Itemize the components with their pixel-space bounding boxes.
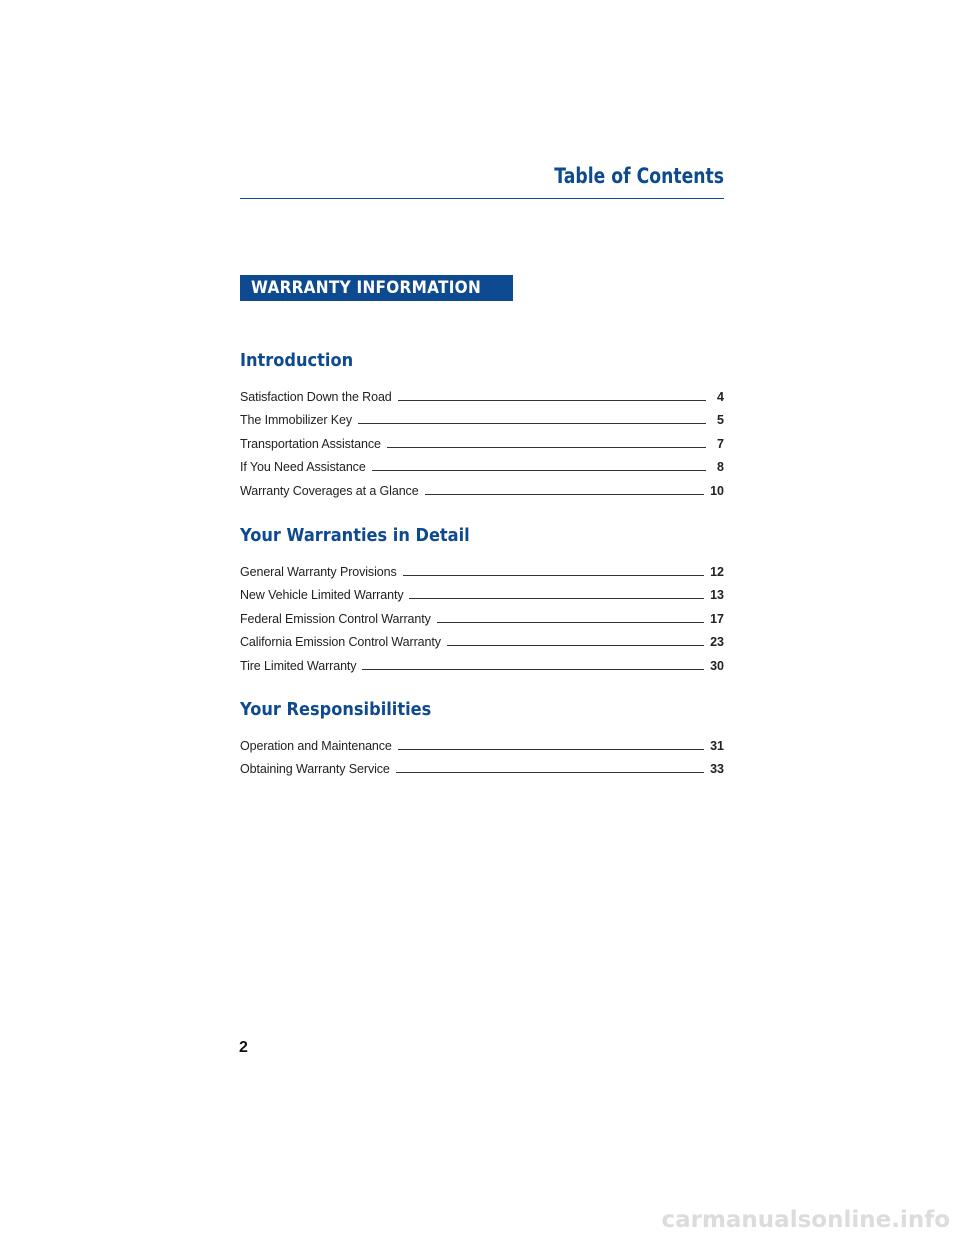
toc-entry[interactable] xyxy=(240,579,724,603)
section-heading: Your Warranties in Detail xyxy=(240,525,470,546)
banner-label: WARRANTY INFORMATION xyxy=(251,278,482,298)
toc-entry-page: 8 xyxy=(717,460,724,474)
toc-entry-page: 17 xyxy=(710,611,724,626)
toc-entry-page: 5 xyxy=(717,413,724,427)
toc-entry-label: Transportation Assistance xyxy=(240,436,381,451)
toc-entry-page: 7 xyxy=(717,436,724,451)
toc-entry[interactable] xyxy=(240,474,724,498)
toc-entry[interactable] xyxy=(240,451,724,475)
toc-entry[interactable] xyxy=(240,753,724,777)
leader-line xyxy=(362,669,704,670)
toc-entry-label: If You Need Assistance xyxy=(240,460,366,474)
toc-entry[interactable] xyxy=(240,729,724,753)
section-heading: Introduction xyxy=(240,350,354,371)
toc-entry[interactable] xyxy=(240,602,724,626)
toc-entry[interactable] xyxy=(240,626,724,650)
toc-entry-page: 4 xyxy=(717,389,724,404)
toc-entry-label: General Warranty Provisions xyxy=(240,564,397,579)
page-number: 2 xyxy=(239,1039,248,1056)
toc-entry[interactable] xyxy=(240,427,724,451)
toc-entry[interactable] xyxy=(240,404,724,428)
toc-entry[interactable] xyxy=(240,555,724,579)
leader-line xyxy=(398,749,704,750)
toc-entry-page: 33 xyxy=(710,762,724,776)
leader-line xyxy=(398,400,706,401)
leader-line xyxy=(409,598,704,599)
toc-entry-page: 13 xyxy=(710,588,724,602)
leader-line xyxy=(396,772,704,773)
page-header xyxy=(240,160,724,199)
toc-entry-page: 23 xyxy=(710,635,724,649)
toc-entry-label: Satisfaction Down the Road xyxy=(240,389,392,404)
toc-section-introduction xyxy=(240,350,724,498)
page-title: Table of Contents xyxy=(554,164,724,188)
leader-line xyxy=(387,447,706,448)
leader-line xyxy=(437,622,704,623)
toc-section-warranties xyxy=(240,525,724,673)
leader-line xyxy=(358,423,706,424)
toc-entry-page: 12 xyxy=(710,564,724,579)
toc-entry-label: Operation and Maintenance xyxy=(240,738,392,753)
toc-entry[interactable] xyxy=(240,649,724,673)
toc-entry-page: 30 xyxy=(710,658,724,673)
section-banner xyxy=(240,275,513,301)
toc-entry-page: 10 xyxy=(710,483,724,498)
toc-entry-label: The Immobilizer Key xyxy=(240,413,353,427)
toc-entry-page: 31 xyxy=(710,738,724,753)
toc-section-responsibilities xyxy=(240,699,724,776)
leader-line xyxy=(447,645,704,646)
toc-entry-label: Tire Limited Warranty xyxy=(240,658,357,673)
leader-line xyxy=(403,575,704,576)
leader-line xyxy=(425,494,705,495)
toc-entry-label: New Vehicle Limited Warranty xyxy=(240,588,404,602)
toc-entry-label: Obtaining Warranty Service xyxy=(240,762,390,776)
toc-entry-label: Federal Emission Control Warranty xyxy=(240,611,431,626)
leader-line xyxy=(372,470,706,471)
section-heading: Your Responsibilities xyxy=(240,699,432,720)
toc-entry-label: Warranty Coverages at a Glance xyxy=(240,483,419,498)
watermark: carmanualsonline.info xyxy=(661,1207,950,1233)
toc-entry-label: California Emission Control Warranty xyxy=(240,635,441,649)
toc-entry[interactable] xyxy=(240,380,724,404)
